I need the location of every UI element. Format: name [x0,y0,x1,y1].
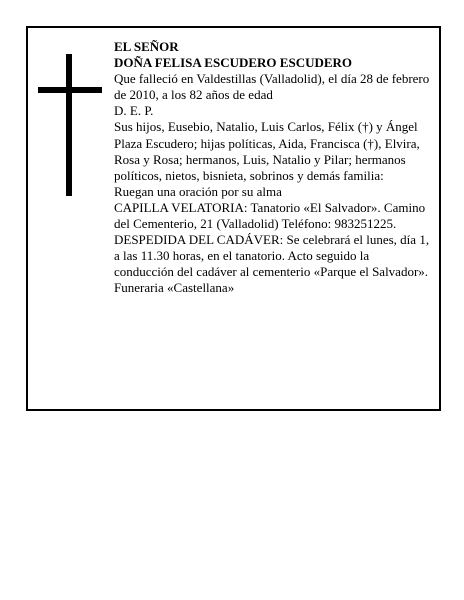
deceased-name: DOÑA FELISA ESCUDERO ESCUDERO [114,55,353,71]
farewell-info: DESPEDIDA DEL CADÁVER: Se celebrará el lunes, día 1, a las 11.30 horas, en el tanatorio. Acto seguido la conducción del cadáver al cementerio «Parque el Salvador». [114,232,430,280]
family-list: Sus hijos, Eusebio, Natalio, Luis Carlos, Félix (†) y Ángel Plaza Escudero; hijas políticas, Aida, Francisca (†), Elvira, Rosa y Rosa; hermanos, Luis, Natalio y Pilar; hermanos políticos, nietos, bisnieta, sobrinos y demás familia: [114,119,420,183]
wake-info: CAPILLA VELATORIA: Tanatorio «El Salvador». Camino del Cementerio, 21 (Valladolid) Teléfono: 983251225. [114,199,426,232]
cross-icon [38,54,102,196]
funeral-home: Funeraria «Castellana» [114,280,235,296]
prayer-request: Ruegan una oración por su alma [114,183,282,199]
death-info: Que falleció en Valdestillas (Valladolid), el día 28 de febrero de 2010, a los 82 años de edad [114,71,430,103]
cross-horizontal-bar [38,87,102,93]
notice-title: EL SEÑOR [114,39,179,54]
dep-line: D. E. P. [114,103,154,119]
cross-vertical-bar [66,54,72,196]
obituary-text [114,39,430,297]
